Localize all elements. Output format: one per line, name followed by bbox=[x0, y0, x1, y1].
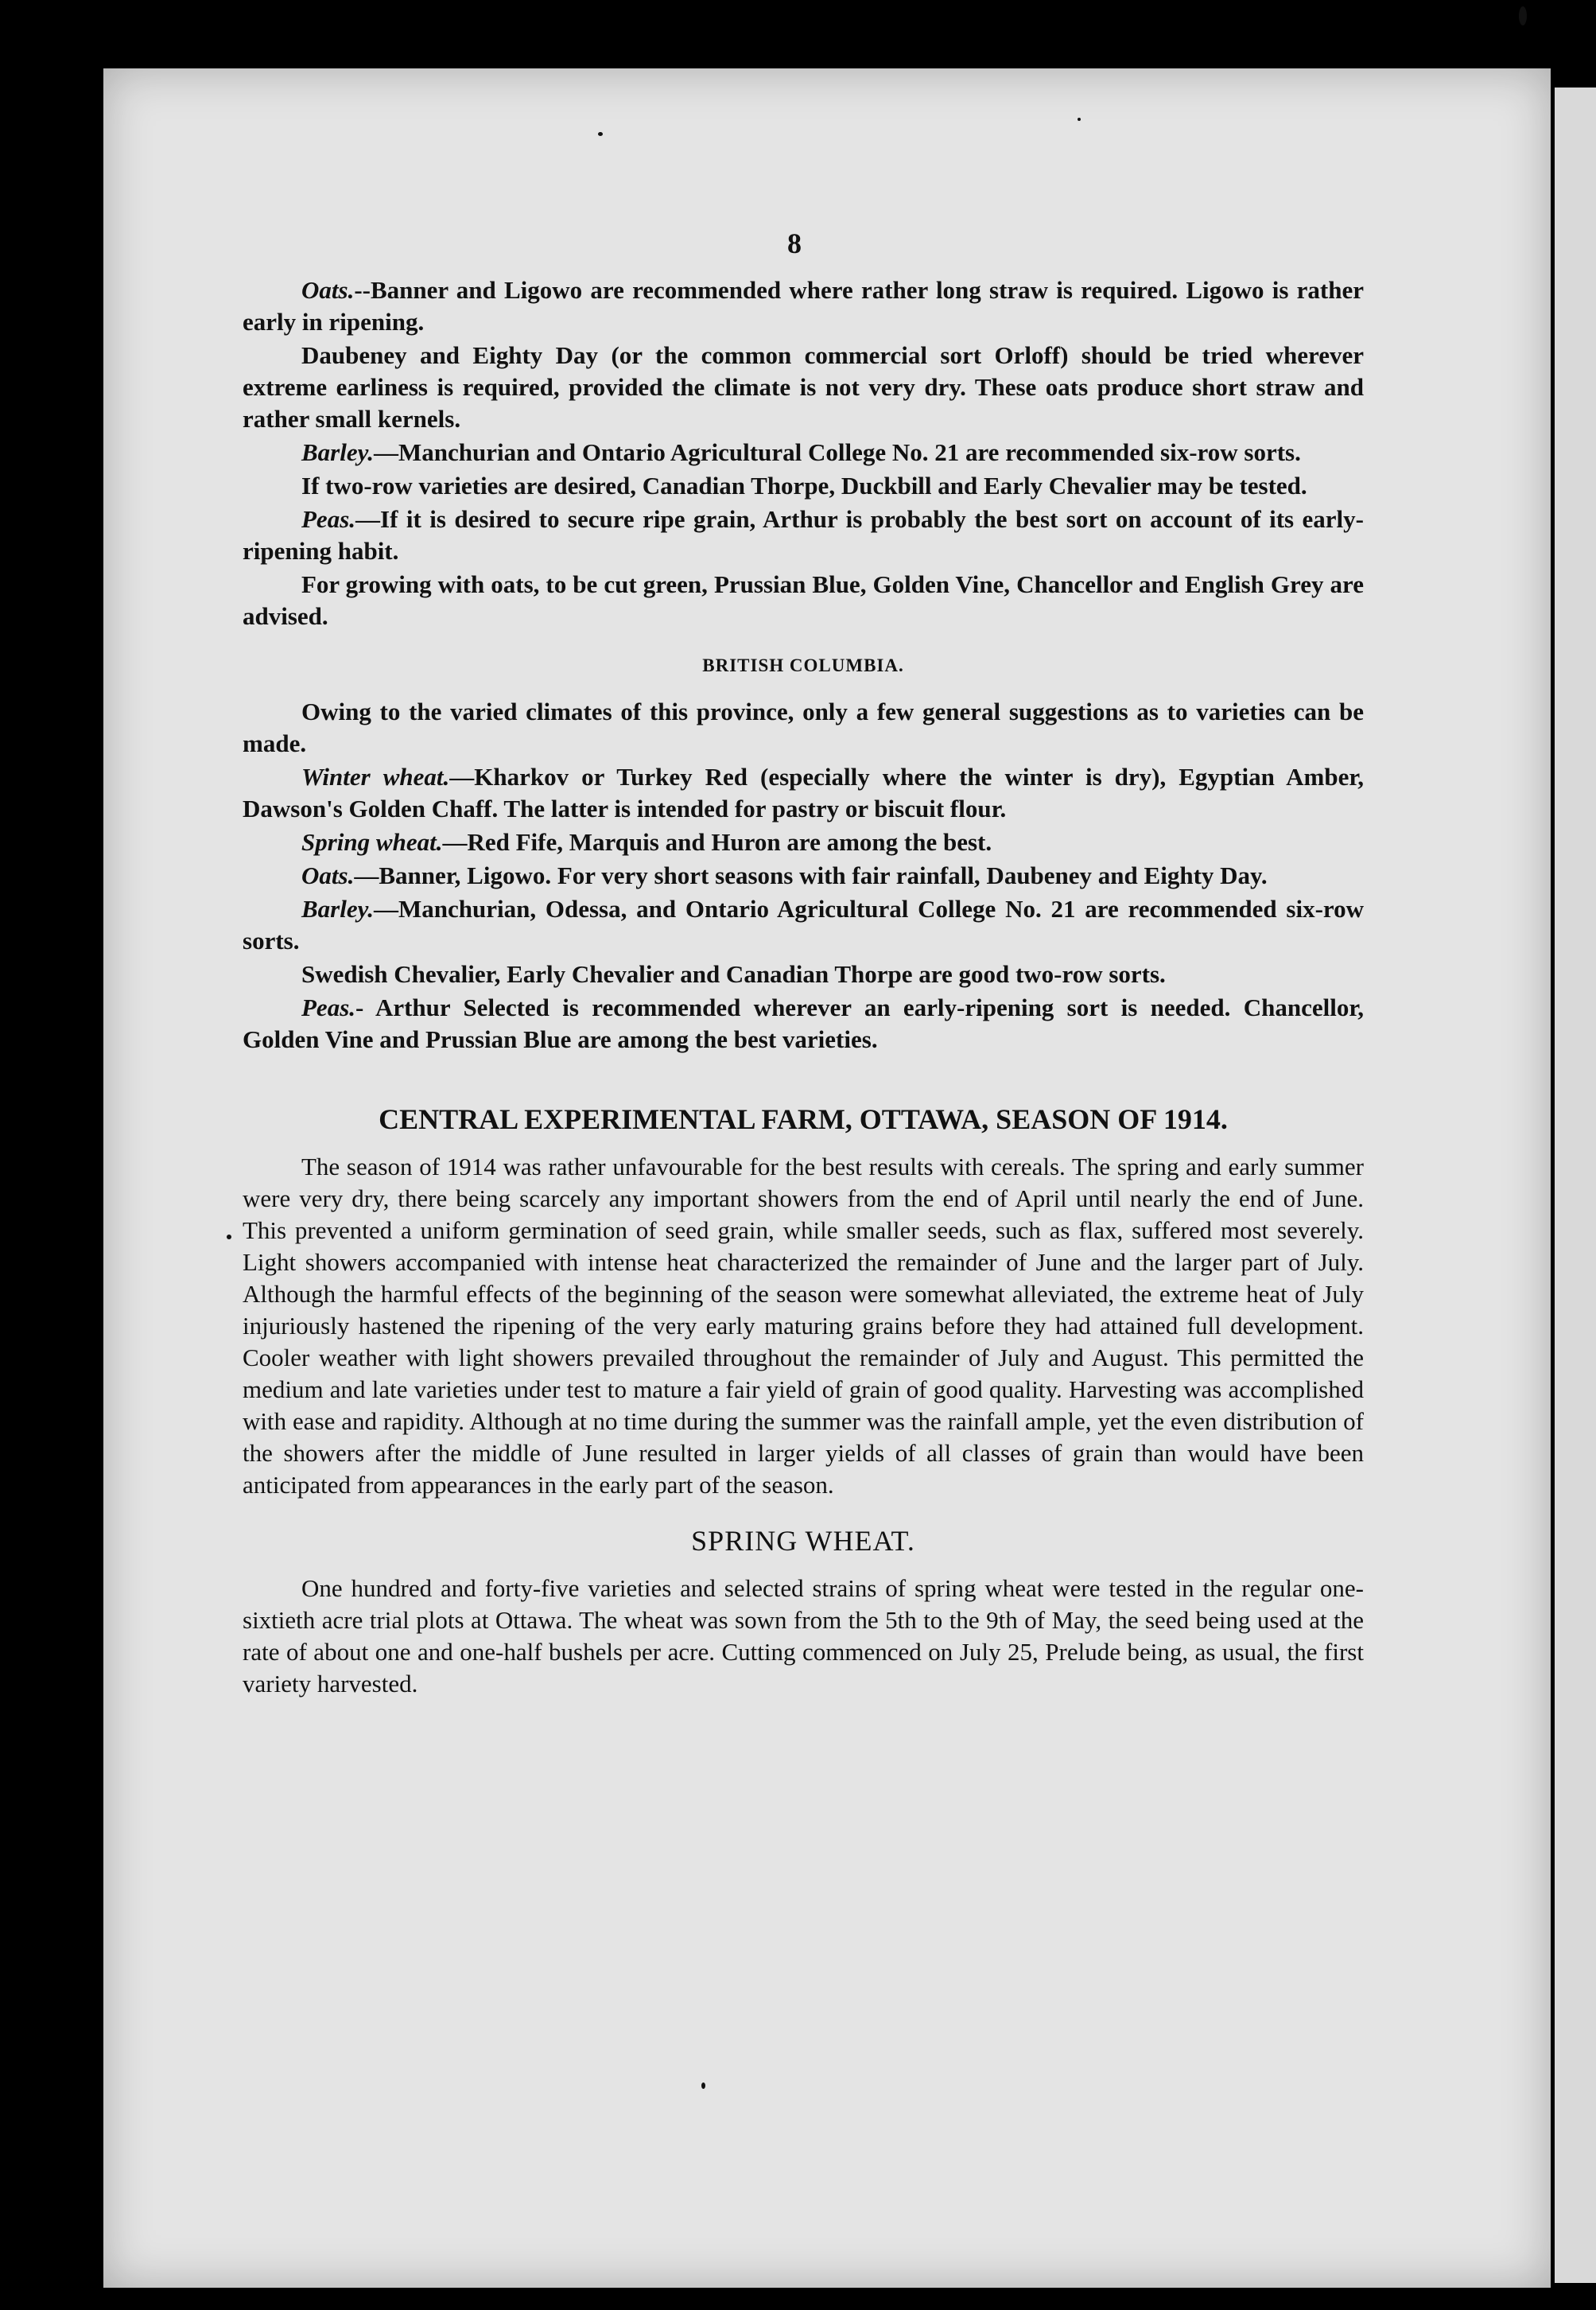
paragraph-season: The season of 1914 was rather unfavourable for the best results with cereals. The spring and early summer were very dry, there being scarcely any important showers from the end of April until nearly the end of June. This prevented a uniform germination of seed grain, while smaller seeds, such as flax, suffered most severely. Light showers accompanied with intense heat characterized the remainder of June and the larger part of July. Although the harmful effects of the beginning of the season were somewhat alleviated, the extreme heat of July injuriously hastened the ripening of the very early maturing grains before they had attained full development. Cooler weather with light showers prevailed throughout the remainder of July and August. This permitted the medium and late varieties under test to mature a fair yield of grain of good quality. Harvesting was accomplished with ease and rapidity. Although at no time during the summer was the rainfall ample, yet the even distribution of the showers after the middle of June resulted in larger yields of all classes of grain than would have been anticipated from appearances in the early part of the season. bbox=[243, 1153, 1364, 1499]
paragraph-spring-wheat: One hundred and forty-five varieties and selected strains of spring wheat were tested in the regular one-sixtieth acre trial plots at Ottawa. The wheat was sown from the 5th to the 9th of May, the seed being used at the rate of about one and one-half bushels per acre. Cutting commenced on July 25, Prelude being, as usual, the first variety harvested. bbox=[243, 1574, 1364, 1698]
section-a bbox=[243, 274, 1364, 632]
paragraph bbox=[243, 470, 1364, 502]
paragraph-lead: Winter wheat. bbox=[301, 763, 450, 791]
scan-speck bbox=[1078, 118, 1081, 121]
paragraph bbox=[243, 992, 1364, 1056]
paragraph-lead: Spring wheat. bbox=[301, 828, 443, 856]
paragraph bbox=[243, 274, 1364, 338]
paragraph-lead: Peas. bbox=[301, 994, 356, 1021]
page-content bbox=[243, 274, 1364, 1701]
paragraph bbox=[243, 504, 1364, 567]
paragraph-text: —If it is desired to secure ripe grain, Arthur is probably the best sort on account of its early-ripening habit. bbox=[243, 505, 1364, 565]
paragraph-lead: Oats. bbox=[301, 861, 355, 889]
paragraph-text: —Red Fife, Marquis and Huron are among the best. bbox=[442, 828, 992, 856]
scan-speck bbox=[1519, 6, 1527, 25]
scan-speck bbox=[227, 1235, 231, 1239]
paragraph-text: Owing to the varied climates of this province, only a few general suggestions as to varieties can be made. bbox=[243, 698, 1364, 757]
paragraph bbox=[243, 437, 1364, 469]
paragraph-text: —Banner, Ligowo. For very short seasons with fair rainfall, Daubeney and Eighty Day. bbox=[354, 861, 1268, 889]
paragraph-text: If two-row varieties are desired, Canadian Thorpe, Duckbill and Early Chevalier may be tested. bbox=[301, 472, 1307, 500]
paragraph bbox=[243, 569, 1364, 632]
paragraph bbox=[243, 860, 1364, 892]
paragraph-text: - Arthur Selected is recommended wherever an early-ripening sort is needed. Chancellor, Golden Vine and Prussian Blue are among the best varieties. bbox=[243, 994, 1364, 1053]
scan-speck bbox=[598, 132, 603, 136]
paragraph-text: —Manchurian and Ontario Agricultural College No. 21 are recommended six-row sorts. bbox=[373, 438, 1301, 466]
paragraph-lead: Oats. bbox=[301, 276, 355, 304]
heading-spring-wheat: SPRING WHEAT. bbox=[691, 1525, 915, 1557]
section-b bbox=[243, 696, 1364, 1056]
section-heading-british-columbia: BRITISH COLUMBIA. bbox=[702, 655, 904, 675]
paragraph-text: —Manchurian, Odessa, and Ontario Agricultural College No. 21 are recommended six-row sorts. bbox=[243, 895, 1364, 955]
heading-central-experimental-farm: CENTRAL EXPERIMENTAL FARM, OTTAWA, SEASON OF 1914. bbox=[379, 1103, 1228, 1135]
paragraph-text: For growing with oats, to be cut green, Prussian Blue, Golden Vine, Chancellor and English Grey are advised. bbox=[243, 570, 1364, 630]
paragraph-text: --Banner and Ligowo are recommended where rather long straw is required. Ligowo is rather early in ripening. bbox=[243, 276, 1364, 336]
paragraph-text: Swedish Chevalier, Early Chevalier and Canadian Thorpe are good two-row sorts. bbox=[301, 960, 1166, 988]
page-number: 8 bbox=[787, 228, 802, 259]
paragraph bbox=[243, 761, 1364, 825]
paragraph-lead: Peas. bbox=[301, 505, 356, 533]
paragraph-text: —Kharkov or Turkey Red (especially where the winter is dry), Egyptian Amber, Dawson's Golden Chaff. The latter is intended for pastry or biscuit flour. bbox=[243, 763, 1365, 822]
paragraph-lead: Barley. bbox=[301, 895, 374, 923]
paragraph bbox=[243, 696, 1364, 760]
scan-speck bbox=[701, 2082, 705, 2089]
paragraph-text: Daubeney and Eighty Day (or the common commercial sort Orloff) should be tried wherever extreme earliness is required, provided the climate is not very dry. These oats produce short straw and rather small kernels. bbox=[243, 341, 1364, 433]
paragraph-lead: Barley. bbox=[301, 438, 374, 466]
paragraph bbox=[243, 826, 1364, 858]
paragraph bbox=[243, 893, 1364, 957]
paragraph bbox=[243, 959, 1364, 990]
paragraph bbox=[243, 340, 1364, 435]
page-edge bbox=[1555, 88, 1596, 2283]
